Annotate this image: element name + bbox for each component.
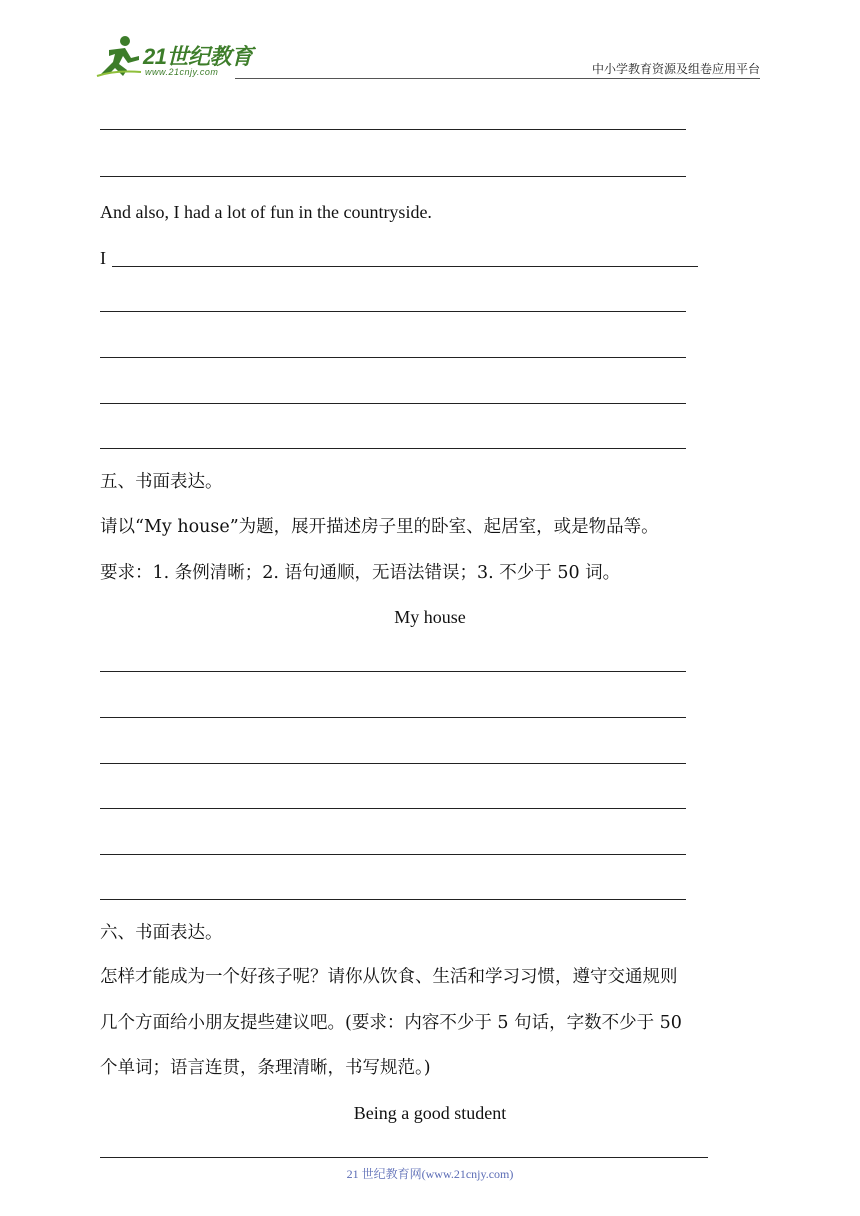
writing-prompt: 请以“My house”为题，展开描述房子里的卧室、起居室，或是物品等。 <box>100 517 659 537</box>
answer-line[interactable] <box>100 357 686 358</box>
prompt-sentence: And also, I had a lot of fun in the countryside. <box>100 202 432 222</box>
page-header <box>95 30 760 82</box>
answer-line[interactable] <box>100 176 686 177</box>
answer-line[interactable] <box>100 854 686 855</box>
answer-line[interactable] <box>112 266 698 267</box>
answer-line[interactable] <box>100 899 686 900</box>
answer-line[interactable] <box>100 717 686 718</box>
answer-line[interactable] <box>100 763 686 764</box>
answer-line[interactable] <box>100 448 686 449</box>
footer-text: 21 世纪教育网(www.21cnjy.com) <box>346 1167 514 1181</box>
writing-prompt-line: 怎样才能成为一个好孩子呢？请你从饮食、生活和学习习惯，遵守交通规则 <box>100 967 678 987</box>
answer-line[interactable] <box>100 311 686 312</box>
logo-url: www.21cnjy.com <box>145 67 219 77</box>
writing-requirements: 要求：1. 条例清晰；2. 语句通顺，无语法错误；3. 不少于 50 词。 <box>100 563 621 583</box>
essay-title: Being a good student <box>353 1103 507 1123</box>
sentence-starter: I <box>100 248 106 268</box>
platform-label: 中小学教育资源及组卷应用平台 <box>591 62 760 76</box>
site-logo <box>95 34 265 78</box>
answer-line[interactable] <box>100 129 686 130</box>
writing-prompt-line: 个单词；语言连贯，条理清晰，书写规范。) <box>100 1058 431 1078</box>
section-heading: 五、书面表达。 <box>100 472 223 492</box>
runner-logo-icon <box>95 34 143 78</box>
essay-title: My house <box>394 607 466 627</box>
header-rule <box>235 78 760 79</box>
footer-rule <box>100 1157 708 1158</box>
answer-line[interactable] <box>100 403 686 404</box>
answer-line[interactable] <box>100 671 686 672</box>
answer-line[interactable] <box>100 808 686 809</box>
writing-prompt-line: 几个方面给小朋友提些建议吧。(要求：内容不少于 5 句话，字数不少于 50 <box>100 1013 682 1033</box>
section-heading: 六、书面表达。 <box>100 923 223 943</box>
logo-text: 21世纪教育 <box>143 44 253 69</box>
